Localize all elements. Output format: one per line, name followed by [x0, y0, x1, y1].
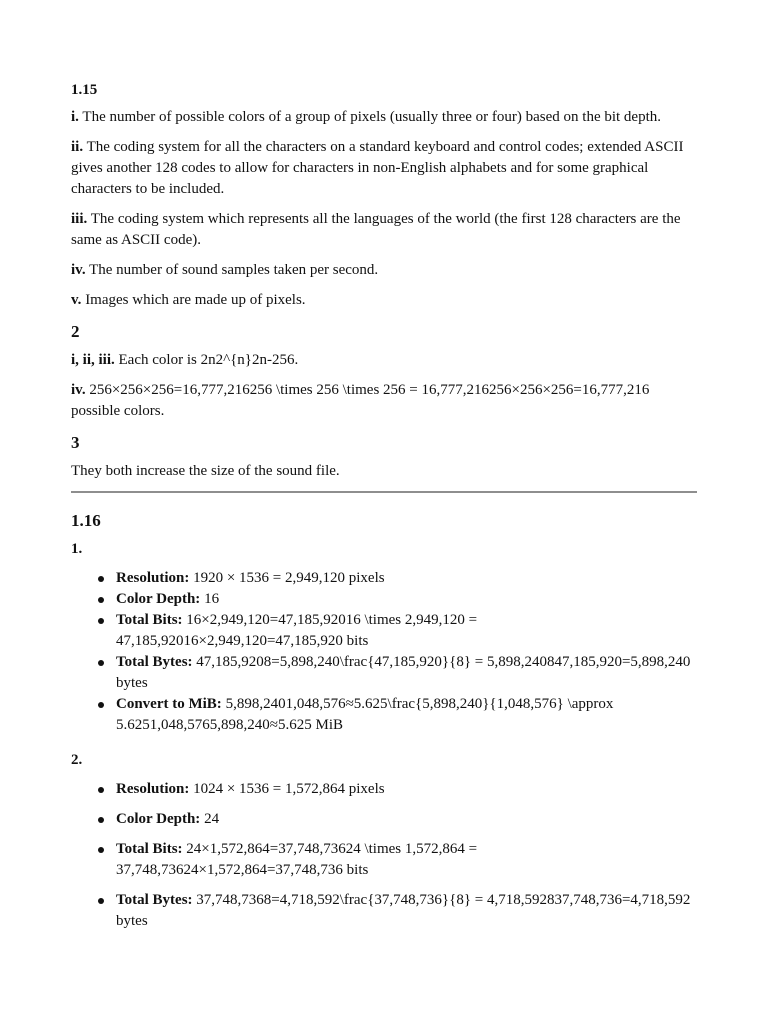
item-label: Color Depth:: [116, 811, 201, 827]
list-item: [116, 568, 697, 589]
section-heading-1-15: 1.15: [71, 82, 98, 98]
item-text: 1920 × 1536 = 2,949,120 pixels: [189, 570, 385, 586]
item-text: The coding system which represents all the languages of the world (the first 128 characters are the same as ASCII code).: [71, 211, 681, 248]
item-label: Total Bits:: [116, 841, 183, 857]
item-label: Resolution:: [116, 570, 190, 586]
definition-item: [71, 260, 697, 281]
item-text: 24: [200, 811, 220, 827]
section-heading-1-16: 1.16: [71, 511, 101, 530]
horizontal-divider: [71, 491, 697, 493]
item-text: 16: [200, 591, 220, 607]
list-item: [116, 652, 697, 694]
list-item: [116, 610, 697, 652]
item-label: v.: [71, 292, 82, 308]
definition-item: [71, 290, 697, 311]
part-number-1: 1.: [71, 541, 83, 557]
answer-text: They both increase the size of the sound file.: [71, 463, 340, 479]
item-label: Total Bytes:: [116, 892, 193, 908]
document-content: [71, 80, 697, 941]
list-item: [116, 809, 697, 830]
answer-item: [71, 380, 697, 422]
item-text: The number of sound samples taken per second.: [85, 262, 379, 278]
item-text: 24×1,572,864=37,748,73624 \times 1,572,864 = 37,748,73624×1,572,864=37,748,736 bits: [116, 841, 478, 878]
item-text: 16×2,949,120=47,185,92016 \times 2,949,120 = 47,185,92016×2,949,120=47,185,920 bits: [116, 612, 478, 649]
question-heading-3: 3: [71, 433, 80, 452]
item-label: Convert to MiB:: [116, 696, 222, 712]
definition-item: [71, 137, 697, 200]
item-label: Color Depth:: [116, 591, 201, 607]
item-label: i, ii, iii.: [71, 352, 115, 368]
list-item: [116, 779, 697, 800]
list-item: [116, 890, 697, 932]
part-number-2: 2.: [71, 752, 83, 768]
list-item: [116, 694, 697, 736]
item-text: 5,898,2401,048,576≈5.625\frac{5,898,240}{1,048,576} \approx 5.6251,048,5765,898,240≈5.625 MiB: [116, 696, 614, 733]
definition-item: [71, 209, 697, 251]
item-label: Total Bits:: [116, 612, 183, 628]
question-heading-2: 2: [71, 322, 80, 341]
item-label: Resolution:: [116, 781, 190, 797]
item-label: ii.: [71, 139, 84, 155]
answer-item: [71, 350, 697, 371]
list-item: [116, 839, 697, 881]
calculation-list-2: [71, 779, 697, 932]
item-text: Each color is 2n2^{n}2n-256.: [114, 352, 299, 368]
calculation-list-1: [71, 568, 697, 736]
item-label: iv.: [71, 382, 86, 398]
item-text: 47,185,9208=5,898,240\frac{47,185,920}{8} = 5,898,240847,185,920=5,898,240 bytes: [116, 654, 691, 691]
item-label: iii.: [71, 211, 88, 227]
item-text: 37,748,7368=4,718,592\frac{37,748,736}{8} = 4,718,592837,748,736=4,718,592 bytes: [116, 892, 691, 929]
item-text: Images which are made up of pixels.: [81, 292, 306, 308]
list-item: [116, 589, 697, 610]
item-label: i.: [71, 109, 79, 125]
definition-item: [71, 107, 697, 128]
item-text: 256×256×256=16,777,216256 \times 256 \times 256 = 16,777,216256×256×256=16,777,216 possible colors.: [71, 382, 650, 419]
item-text: 1024 × 1536 = 1,572,864 pixels: [189, 781, 385, 797]
item-label: Total Bytes:: [116, 654, 193, 670]
item-text: The number of possible colors of a group of pixels (usually three or four) based on the bit depth.: [78, 109, 662, 125]
item-label: iv.: [71, 262, 86, 278]
item-text: The coding system for all the characters on a standard keyboard and control codes; extended ASCII gives another 128 codes to allow for characters in non-English alphabets and for some graphical characters to be included.: [71, 139, 684, 197]
